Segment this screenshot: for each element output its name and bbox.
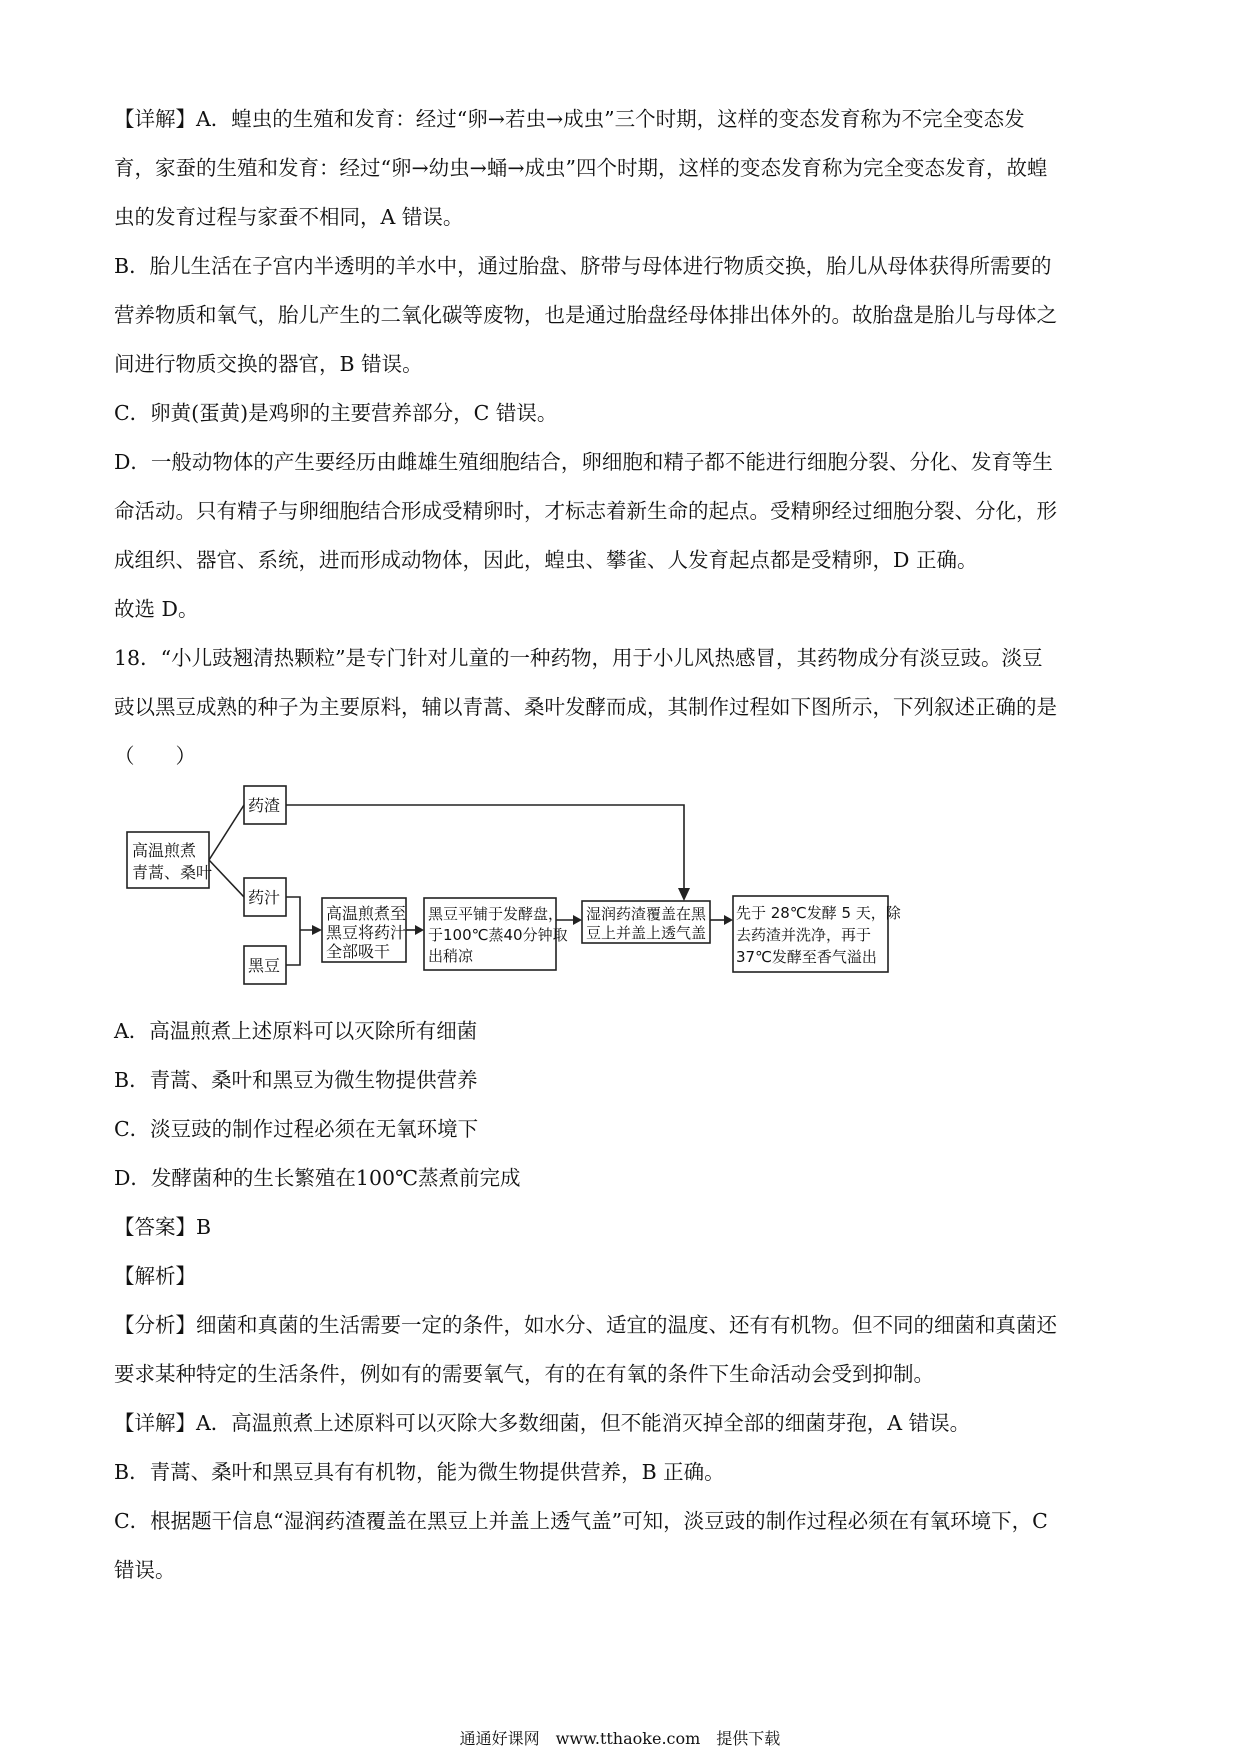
cover-label: 湿润药渣覆盖在黑 xyxy=(586,905,707,923)
ferment-label: 37℃发酵至香气溢出 xyxy=(736,948,877,966)
text-line: 命活动。只有精子与卵细胞结合形成受精卵时，才标志着新生命的起点。受精卵经过细胞分裂、分化，形 xyxy=(114,499,1057,523)
text-line: C．根据题干信息“湿润药渣覆盖在黑豆上并盖上透气盖”可知，淡豆豉的制作过程必须在有氧环境下，C xyxy=(114,1509,1048,1533)
option-b: B．青蒿、桑叶和黑豆为微生物提供营养 xyxy=(114,1068,478,1092)
text-line: B．青蒿、桑叶和黑豆具有有机物，能为微生物提供营养，B 正确。 xyxy=(114,1460,725,1484)
arrow-head xyxy=(573,915,582,925)
boil-label: 全部吸干 xyxy=(326,942,391,961)
connector-line xyxy=(209,805,244,860)
text-line: C．卵黄(蛋黄)是鸡卵的主要营养部分，C 错误。 xyxy=(114,401,558,425)
connector-line xyxy=(286,805,684,895)
process-flow-diagram xyxy=(114,778,974,1000)
arrow-head xyxy=(724,915,733,925)
ferment-label: 去药渣并洗净，再于 xyxy=(736,926,872,944)
boil-label: 黑豆将药汁 xyxy=(326,923,407,942)
analysis-heading: 【解析】 xyxy=(114,1264,196,1288)
connector-line xyxy=(286,897,300,965)
text-line: 【分析】细菌和真菌的生活需要一定的条件，如水分、适宜的温度、还有有机物。但不同的细菌和真菌还 xyxy=(114,1313,1057,1337)
option-d: D．发酵菌种的生长繁殖在100℃蒸煮前完成 xyxy=(114,1166,521,1190)
question-stem: 豉以黑豆成熟的种子为主要原料，辅以青蒿、桑叶发酵而成，其制作过程如下图所示，下列叙述正确的是 xyxy=(114,695,1057,719)
cover-label: 豆上并盖上透气盖 xyxy=(586,924,707,942)
text-line: 虫的发育过程与家蚕不相同，A 错误。 xyxy=(114,205,464,229)
black-bean-label: 黑豆 xyxy=(248,956,281,975)
text-line: B．胎儿生活在子宫内半透明的羊水中，通过胎盘、脐带与母体进行物质交换，胎儿从母体获得所需要的 xyxy=(114,254,1052,278)
juice-label: 药汁 xyxy=(248,888,281,907)
text-line: 营养物质和氧气，胎儿产生的二氧化碳等废物，也是通过胎盘经母体排出体外的。故胎盘是胎儿与母体之 xyxy=(114,303,1057,327)
boil-label: 高温煎煮至 xyxy=(326,904,407,923)
arrow-head xyxy=(312,925,322,935)
text-line: 错误。 xyxy=(114,1558,176,1582)
text-line: 要求某种特定的生活条件，例如有的需要氧气，有的在有氧的条件下生命活动会受到抑制。 xyxy=(114,1362,934,1386)
text-line: 故选 D。 xyxy=(114,597,199,621)
question-stem: 18．“小儿豉翘清热颗粒”是专门针对儿童的一种药物，用于小儿风热感冒，其药物成分有淡豆豉。淡豆 xyxy=(114,646,1043,670)
text-line: 成组织、器官、系统，进而形成动物体，因此，蝗虫、攀雀、人发育起点都是受精卵，D 正确。 xyxy=(114,548,978,572)
text-line: D．一般动物体的产生要经历由雌雄生殖细胞结合，卵细胞和精子都不能进行细胞分裂、分化、发育等生 xyxy=(114,450,1053,474)
raw-material-label: 高温煎煮 xyxy=(132,841,197,860)
connector-line xyxy=(209,860,244,897)
text-line: 间进行物质交换的器官，B 错误。 xyxy=(114,352,423,376)
text-line: 【详解】A．高温煎煮上述原料可以灭除大多数细菌，但不能消灭掉全部的细菌芽孢，A 错误。 xyxy=(114,1411,971,1435)
spread-label: 出稍凉 xyxy=(428,947,474,965)
option-c: C．淡豆豉的制作过程必须在无氧环境下 xyxy=(114,1117,479,1141)
spread-label: 黑豆平铺于发酵盘， xyxy=(428,905,564,923)
spread-label: 于100℃蒸40分钟取 xyxy=(428,926,568,944)
text-line: 育，家蚕的生殖和发育：经过“卵→幼虫→蛹→成虫”四个时期，这样的变态发育称为完全变态发育，故蝗 xyxy=(114,156,1048,180)
ferment-label: 先于 28℃发酵 5 天，除 xyxy=(736,904,901,922)
page-footer: 通通好课网 www.tthaoke.com 提供下载 xyxy=(459,1729,781,1748)
answer-brackets: （ ） xyxy=(114,744,196,768)
raw-material-label: 青蒿、桑叶 xyxy=(132,863,213,882)
residue-label: 药渣 xyxy=(248,796,281,815)
answer-line: 【答案】B xyxy=(114,1215,212,1239)
text-line: 【详解】A．蝗虫的生殖和发育：经过“卵→若虫→成虫”三个时期，这样的变态发育称为不完全变态发 xyxy=(114,107,1025,131)
option-a: A．高温煎煮上述原料可以灭除所有细菌 xyxy=(114,1019,478,1043)
arrow-head xyxy=(678,888,690,901)
arrow-head xyxy=(415,925,424,935)
